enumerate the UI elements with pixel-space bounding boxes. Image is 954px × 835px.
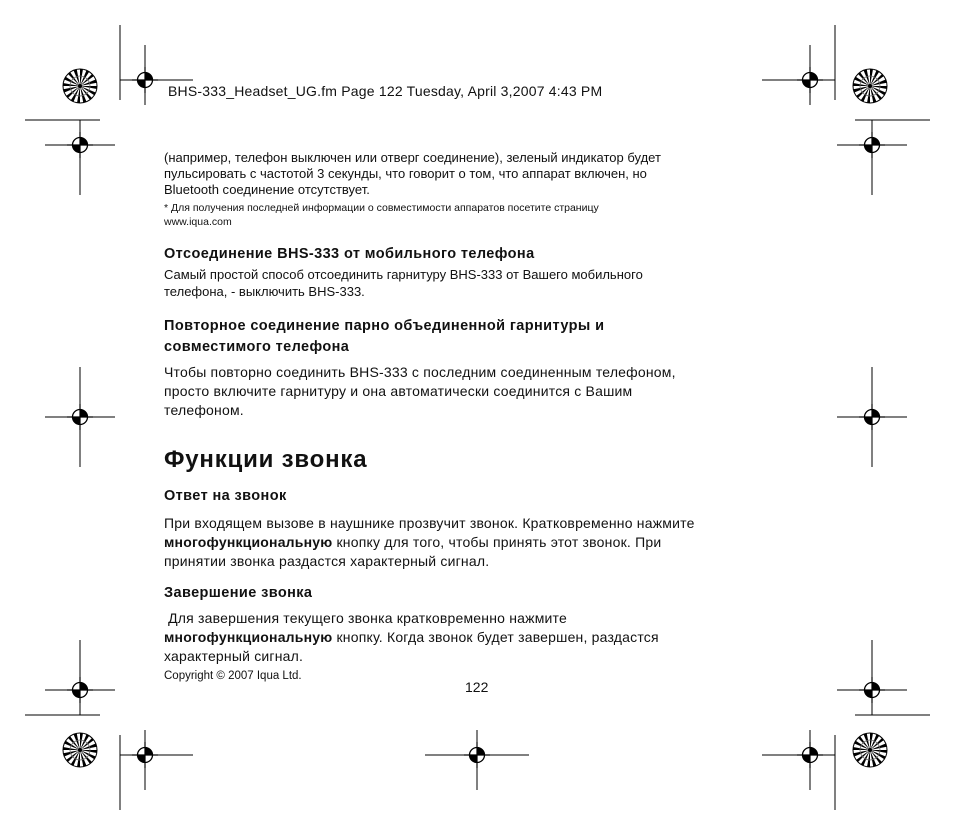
intro-line-3: Bluetooth соединение отсутствует.	[164, 182, 370, 197]
disconnect-line-1: Самый простой способ отсоединить гарнитуру BHS-333 от Вашего мобильного	[164, 267, 643, 282]
answer-line-3: принятии звонка раздастся характерный сигнал.	[164, 553, 490, 569]
reconnect-line-2: просто включите гарнитуру и она автоматически соединится с Вашим	[164, 383, 633, 399]
reconnect-line-3: телефоном.	[164, 402, 244, 418]
answer-line-2	[164, 532, 661, 552]
answer-line-1: При входящем вызове в наушнике прозвучит звонок. Кратковременно нажмите	[164, 515, 695, 531]
footnote-line-1: * Для получения последней информации о совместимости аппаратов посетите страницу	[164, 202, 599, 214]
reconnect-line-1: Чтобы повторно соединить BHS-333 с последним соединенным телефоном,	[164, 364, 676, 380]
copyright: Copyright © 2007 Iqua Ltd.	[164, 670, 302, 682]
intro-line-2: пульсировать с частотой 3 секунды, что говорит о том, что аппарат включен, но	[164, 166, 647, 181]
end-call-bold-term: многофункциональную	[164, 629, 333, 645]
page-number: 122	[465, 679, 489, 695]
answer-line-2-rest: кнопку для того, чтобы принять этот звонок. При	[332, 534, 662, 550]
end-call-heading: Завершение звонка	[164, 585, 313, 601]
end-call-line-2-rest: кнопку. Когда звонок будет завершен, раздастся	[332, 629, 659, 645]
page-header: BHS-333_Headset_UG.fm Page 122 Tuesday, April 3,2007 4:43 PM	[168, 83, 603, 99]
end-call-line-3: характерный сигнал.	[164, 648, 304, 664]
answer-heading: Ответ на звонок	[164, 488, 287, 504]
footnote-line-2: www.iqua.com	[164, 216, 232, 228]
disconnect-line-2: телефона, - выключить BHS-333.	[164, 284, 365, 299]
disconnect-heading: Отсоединение BHS-333 от мобильного телефона	[164, 246, 535, 262]
intro-line-1: (например, телефон выключен или отверг соединение), зеленый индикатор будет	[164, 150, 661, 165]
end-call-line-1: Для завершения текущего звонка кратковременно нажмите	[164, 610, 567, 626]
section-title: Функции звонка	[164, 446, 368, 473]
reconnect-heading-line-2: совместимого телефона	[164, 339, 350, 355]
end-call-line-2	[164, 627, 659, 647]
reconnect-heading-line-1: Повторное соединение парно объединенной гарнитуры и	[164, 318, 605, 334]
answer-bold-term: многофункциональную	[164, 534, 333, 550]
